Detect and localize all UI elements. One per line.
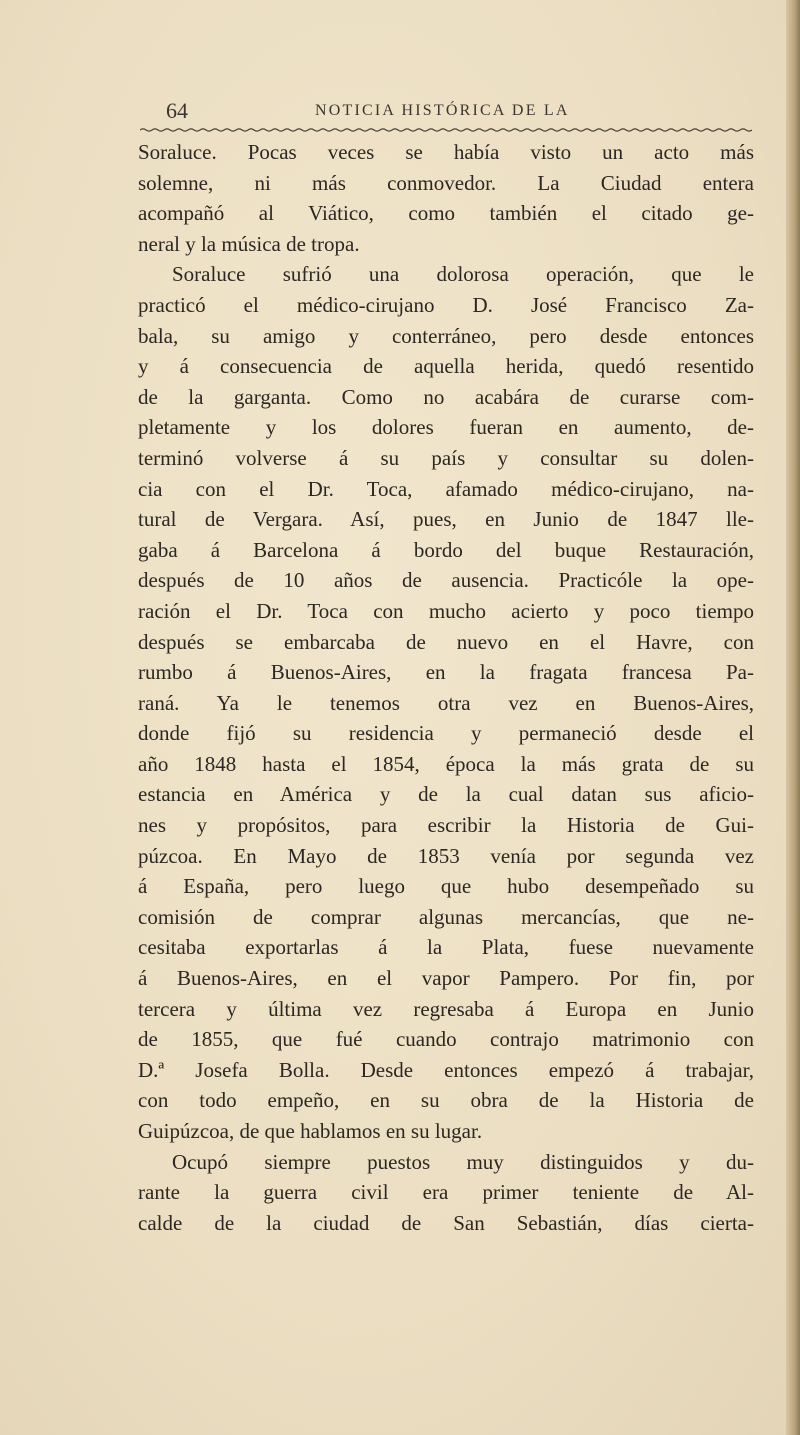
text-line: después de 10 años de ausencia. Practicóle la ope- [138, 568, 754, 593]
page-number: 64 [166, 98, 188, 123]
page-edge [786, 0, 800, 1435]
text-line: estancia en América y de la cual datan sus aficio- [138, 782, 754, 807]
text-line: bala, su amigo y conterráneo, pero desde entonces [138, 323, 754, 348]
text-line: ración el Dr. Toca con mucho acierto y poco tiempo [138, 598, 754, 623]
text-line: nes y propósitos, para escribir la Historia de Gui- [138, 813, 754, 838]
text-line: D.ª Josefa Bolla. Desde entonces empezó á trabajar, [138, 1057, 754, 1082]
text-body [138, 137, 754, 1238]
text-line: tercera y última vez regresaba á Europa en Junio [138, 996, 754, 1021]
page-header [140, 98, 756, 128]
text-line: de 1855, que fué cuando contrajo matrimonio con [138, 1027, 754, 1052]
text-line: Soraluce sufrió una dolorosa operación, que le [172, 262, 754, 287]
text-line: año 1848 hasta el 1854, época la más grata de su [138, 751, 754, 776]
text-line: de la garganta. Como no acabára de curarse com- [138, 384, 754, 409]
text-line: á España, pero luego que hubo desempeñado su [138, 874, 754, 899]
text-line: á Buenos-Aires, en el vapor Pampero. Por fin, por [138, 966, 754, 991]
text-line: practicó el médico-cirujano D. José Francisco Za- [138, 292, 754, 317]
text-line: pletamente y los dolores fueran en aumento, de- [138, 415, 754, 440]
text-line: después se embarcaba de nuevo en el Havre, con [138, 629, 754, 654]
text-line: con todo empeño, en su obra de la Historia de [138, 1088, 754, 1113]
text-line: rante la guerra civil era primer teniente de Al- [138, 1180, 754, 1205]
ornamental-rule [140, 126, 752, 134]
text-line: Guipúzcoa, de que hablamos en su lugar. [138, 1119, 483, 1143]
text-line: cesitaba exportarlas á la Plata, fuese nuevamente [138, 935, 754, 960]
text-line: solemne, ni más conmovedor. La Ciudad entera [138, 170, 754, 195]
text-line: raná. Ya le tenemos otra vez en Buenos-Aires, [138, 690, 754, 715]
text-line: y á consecuencia de aquella herida, quedó resentido [138, 354, 754, 379]
text-line: Ocupó siempre puestos muy distinguidos y du- [172, 1149, 754, 1174]
text-line: neral y la música de tropa. [138, 231, 360, 256]
text-line: comisión de comprar algunas mercancías, que ne- [138, 904, 754, 929]
text-line: calde de la ciudad de San Sebastián, días cierta- [138, 1210, 754, 1235]
text-line: Soraluce. Pocas veces se había visto un acto más [138, 140, 754, 164]
text-line: terminó volverse á su país y consultar su dolen- [138, 445, 754, 470]
text-line: tural de Vergara. Así, pues, en Junio de 1847 lle- [138, 507, 754, 532]
text-line: donde fijó su residencia y permaneció desde el [138, 721, 754, 746]
text-line: cia con el Dr. Toca, afamado médico-cirujano, na- [138, 476, 754, 501]
text-line: rumbo á Buenos-Aires, en la fragata francesa Pa- [138, 660, 754, 685]
text-line: púzcoa. En Mayo de 1853 venía por segunda vez [138, 843, 754, 868]
text-line: acompañó al Viático, como también el citado ge- [138, 201, 754, 226]
text-line: gaba á Barcelona á bordo del buque Restauración, [138, 537, 754, 562]
running-title: NOTICIA HISTÓRICA DE LA [315, 102, 570, 119]
